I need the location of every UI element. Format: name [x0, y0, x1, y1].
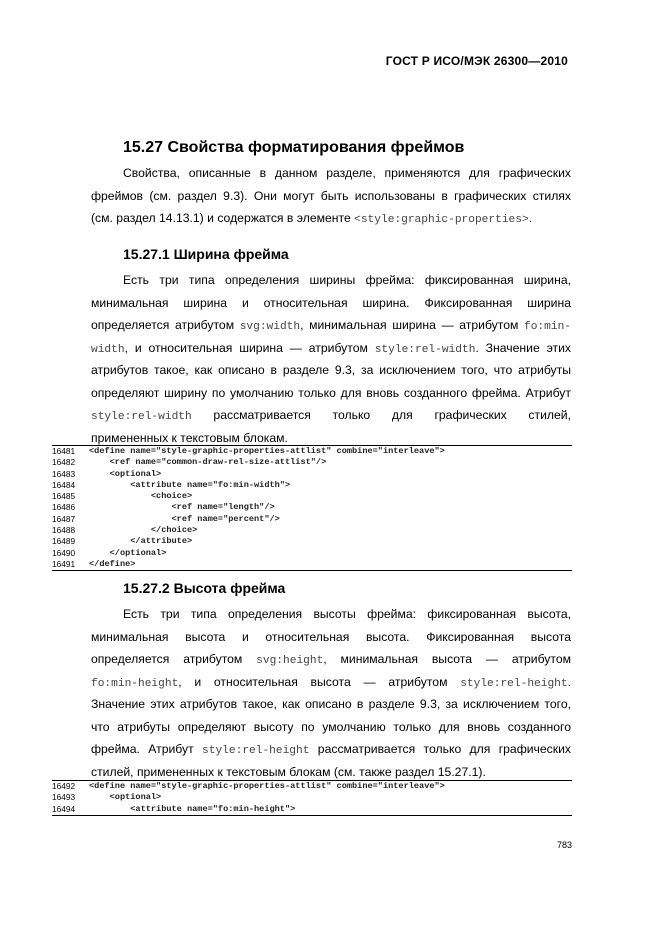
- line-number: 16492: [52, 781, 76, 791]
- code-line: [52, 457, 572, 468]
- text-run: примененных к текстовым блокам.: [91, 430, 288, 445]
- paragraph-line: [91, 626, 571, 649]
- paragraph-line: [91, 648, 571, 671]
- paragraph-line: [91, 603, 571, 626]
- code-term: <style:graphic-properties>: [354, 214, 529, 226]
- code-text: </choice>: [89, 525, 198, 536]
- code-text: <optional>: [89, 792, 162, 803]
- code-term: width: [91, 343, 125, 356]
- line-number: 16484: [52, 479, 76, 490]
- subsection-heading-height: 15.27.2 Высота фрейма: [123, 580, 286, 596]
- line-number: 16482: [52, 457, 76, 468]
- text-run: определяют ширину по умолчанию только для вновь созданного фрейма. Атрибут: [91, 385, 571, 400]
- code-line: [52, 502, 572, 513]
- paragraph-line: [91, 738, 571, 761]
- paragraph-line: [91, 269, 571, 292]
- code-term: svg:width: [239, 321, 301, 333]
- paragraph-line: [91, 292, 571, 315]
- text-run: рассматривается только для графических стилей,: [191, 408, 571, 422]
- code-line: [52, 514, 572, 525]
- subsection-heading-width: 15.27.1 Ширина фрейма: [123, 246, 289, 262]
- code-term: fo:min-height: [91, 677, 179, 690]
- line-number: 16490: [52, 547, 76, 558]
- paragraph-line: [91, 337, 571, 360]
- code-text: </optional>: [89, 547, 167, 558]
- code-text: <attribute name="fo:min-height">: [89, 803, 296, 814]
- code-line: [52, 525, 572, 536]
- line-number: 16485: [52, 491, 76, 502]
- code-line: [52, 446, 572, 457]
- section-paragraph: [91, 162, 571, 230]
- text-run: Значение этих атрибутов такое, как описано в разделе 9.3, за исключением того,: [91, 697, 571, 711]
- line-number: 16488: [52, 525, 76, 536]
- code-line: [52, 536, 572, 547]
- code-text: <choice>: [89, 491, 193, 502]
- text-run: Есть три типа определения высоты фрейма: фиксированная высота,: [123, 607, 571, 621]
- code-text: </define>: [89, 558, 136, 569]
- line-number: 16494: [52, 803, 76, 814]
- code-line: [52, 491, 572, 502]
- document-header: ГОСТ Р ИСО/МЭК 26300—2010: [385, 54, 568, 68]
- text-run: определяется атрибутом: [91, 652, 257, 666]
- text-run: Есть три типа определения ширины фрейма: фиксированная ширина,: [123, 273, 571, 287]
- text-run: , и относительная ширина — атрибутом: [124, 340, 375, 355]
- text-run: .: [567, 674, 571, 689]
- code-text: <ref name="percent"/>: [89, 513, 280, 524]
- code-text: <attribute name="fo:min-width">: [89, 479, 291, 490]
- code-line: [52, 559, 572, 570]
- listing-rule-bottom: [52, 570, 572, 571]
- width-paragraph: [91, 269, 571, 449]
- text-run: минимальная ширина и относительная ширина. Фиксированная ширина: [91, 295, 571, 310]
- page-number: 783: [557, 840, 573, 850]
- code-line: [52, 792, 572, 803]
- code-line: [52, 804, 572, 815]
- code-text: <define name="style-graphic-properties-attlist" combine="interleave">: [89, 781, 445, 791]
- paragraph-line: [91, 671, 571, 694]
- code-term: fo:min-: [524, 321, 571, 333]
- text-run: , минимальная ширина — атрибутом: [300, 318, 524, 332]
- paragraph-line: [91, 382, 571, 405]
- paragraph-line: [91, 162, 571, 185]
- code-listing-height: [52, 780, 572, 816]
- code-term: style:rel-width: [91, 411, 192, 423]
- text-run: рассматривается только для графических: [309, 742, 572, 756]
- section-heading: 15.27 Свойства форматирования фреймов: [123, 139, 465, 156]
- text-run: стилей, примененных к текстовым блокам (см. также раздел 15.27.1).: [91, 764, 486, 779]
- text-run: . Значение этих: [475, 340, 572, 355]
- code-text: <ref name="length"/>: [89, 502, 275, 513]
- height-paragraph: [91, 603, 571, 783]
- paragraph-line: [91, 207, 571, 230]
- code-line: [52, 480, 572, 491]
- code-text: <define name="style-graphic-properties-attlist" combine="interleave">: [89, 446, 445, 456]
- line-number: 16483: [52, 468, 76, 479]
- text-run: , минимальная высота — атрибутом: [323, 652, 571, 666]
- paragraph-line: [91, 716, 571, 739]
- code-text: </attribute>: [89, 536, 193, 547]
- line-number: 16481: [52, 446, 76, 456]
- code-term: style:rel-height: [460, 677, 568, 690]
- code-text: <optional>: [89, 468, 162, 479]
- line-number: 16486: [52, 502, 76, 513]
- text-run: определяется атрибутом: [91, 318, 240, 332]
- text-run: что атрибуты определяют высоту по умолчанию только для вновь созданного: [91, 719, 571, 734]
- paragraph-line: [91, 404, 571, 427]
- text-run: , и относительная высота — атрибутом: [178, 674, 461, 689]
- text-run: фрейма. Атрибут: [91, 742, 203, 756]
- text-run: фреймов (см. раздел 9.3). Они могут быть использованы в графических стилях: [91, 188, 571, 203]
- code-line: [52, 781, 572, 792]
- paragraph-line: [91, 185, 571, 208]
- code-listing-width: [52, 445, 572, 571]
- line-number: 16493: [52, 792, 76, 803]
- paragraph-line: [91, 359, 571, 382]
- listing-rule-bottom: [52, 815, 572, 816]
- paragraph-line: [91, 314, 571, 337]
- code-term: style:rel-width: [374, 343, 476, 356]
- line-number: 16487: [52, 513, 76, 524]
- text-run: атрибутов такое, как описано в разделе 9.3, за исключением того, что атрибуты: [91, 363, 571, 377]
- code-line: [52, 469, 572, 480]
- code-text: <ref name="common-draw-rel-size-attlist"/>: [89, 457, 327, 468]
- line-number: 16491: [52, 558, 76, 569]
- code-line: [52, 548, 572, 559]
- code-term: style:rel-height: [202, 745, 310, 757]
- code-term: svg:height: [256, 655, 324, 667]
- text-run: минимальная высота и относительная высота. Фиксированная высота: [91, 629, 571, 644]
- text-run: .: [528, 211, 533, 225]
- text-run: Свойства, описанные в данном разделе, применяются для графических: [123, 166, 571, 180]
- line-number: 16489: [52, 536, 76, 547]
- paragraph-line: [91, 693, 571, 716]
- text-run: (см. раздел 14.13.1) и содержатся в элементе: [91, 211, 355, 225]
